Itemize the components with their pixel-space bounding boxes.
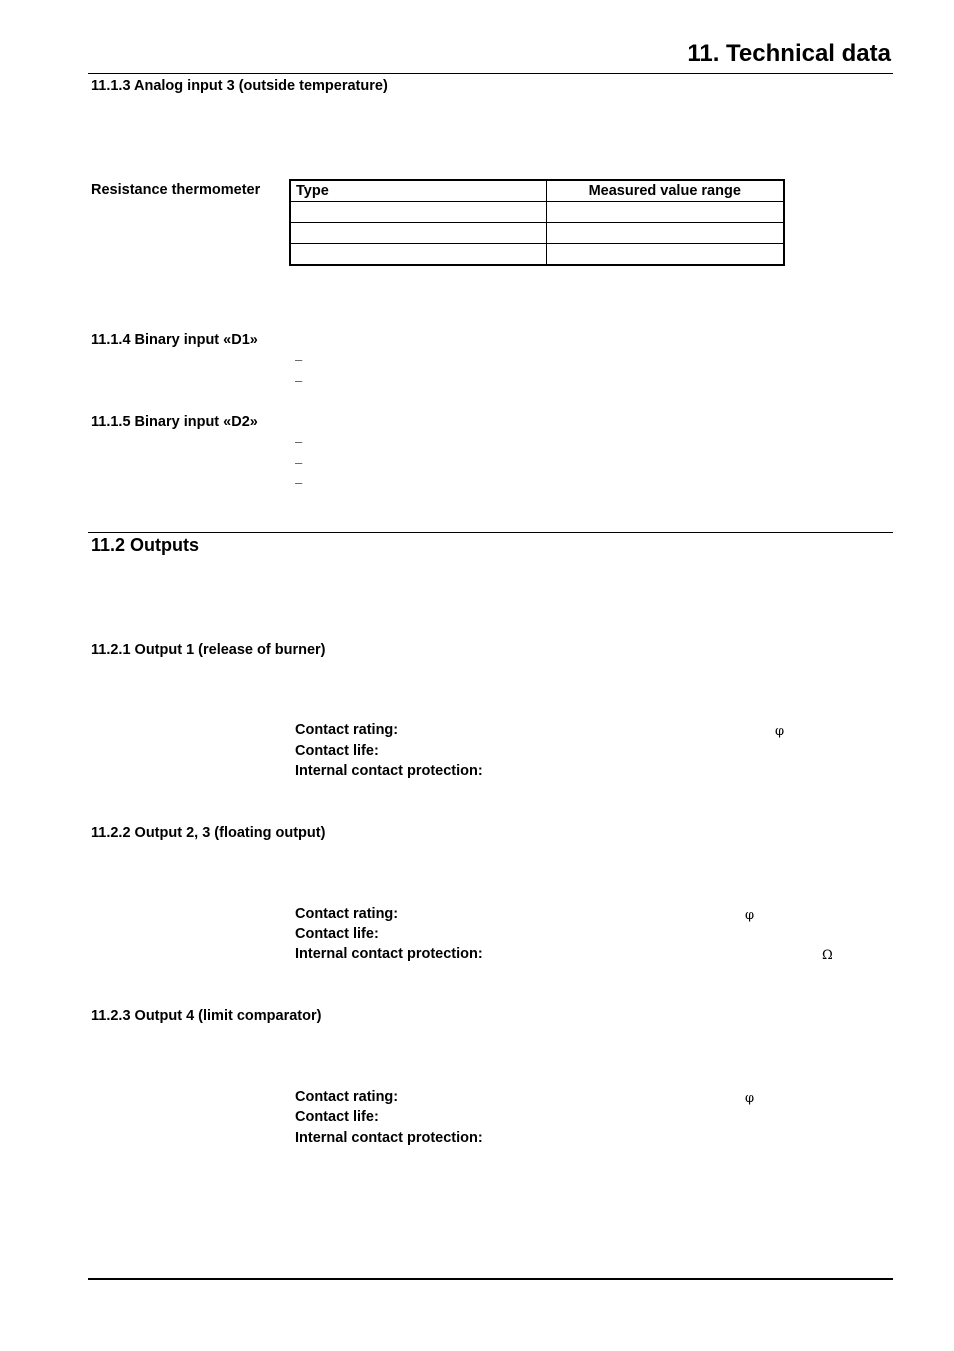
heading-binary-input-d2: 11.1.5 Binary input «D2»: [91, 414, 258, 430]
section-rule: [88, 532, 893, 533]
table-row: [290, 202, 784, 223]
output-2-3-contact-life-label: Contact life:: [295, 926, 379, 942]
list-item-dash: –: [295, 352, 303, 367]
table-header-type: Type: [290, 180, 546, 202]
table-row: [290, 244, 784, 266]
table-cell: [546, 244, 784, 266]
output-2-3-contact-rating-label: Contact rating:: [295, 906, 399, 922]
output-4-internal-protection-label: Internal contact protection:: [295, 1130, 483, 1146]
heading-output-4: 11.2.3 Output 4 (limit comparator): [91, 1008, 322, 1024]
output-4-contact-rating-label: Contact rating:: [295, 1089, 399, 1105]
heading-binary-input-d1: 11.1.4 Binary input «D1»: [91, 332, 258, 348]
ohm-symbol: Ω: [822, 948, 833, 963]
heading-output-2-3: 11.2.2 Output 2, 3 (floating output): [91, 825, 326, 841]
table-cell: [290, 244, 546, 266]
output-1-internal-protection-label: Internal contact protection:: [295, 763, 483, 779]
output-2-3-internal-protection-label: Internal contact protection:: [295, 946, 483, 962]
table-cell: [546, 202, 784, 223]
list-item-dash: –: [295, 373, 303, 388]
list-item-dash: –: [295, 434, 303, 449]
table-cell: [290, 202, 546, 223]
output-1-contact-life-label: Contact life:: [295, 743, 379, 759]
heading-outputs: 11.2 Outputs: [91, 535, 200, 555]
phi-symbol: φ: [775, 724, 785, 739]
chapter-title: 11. Technical data: [687, 40, 891, 67]
heading-analog-input-3: 11.1.3 Analog input 3 (outside temperature): [91, 78, 388, 94]
output-1-contact-rating-label: Contact rating:: [295, 722, 399, 738]
output-4-contact-life-label: Contact life:: [295, 1109, 379, 1125]
resistance-thermometer-table: [289, 179, 785, 266]
header-rule: [88, 73, 893, 74]
heading-output-1: 11.2.1 Output 1 (release of burner): [91, 642, 326, 658]
table-cell: [546, 223, 784, 244]
table-row: [290, 223, 784, 244]
list-item-dash: –: [295, 455, 303, 470]
label-resistance-thermometer: Resistance thermometer: [91, 182, 261, 198]
table-header-row: [290, 180, 784, 202]
footer-rule: [88, 1278, 893, 1280]
list-item-dash: –: [295, 475, 303, 490]
table-cell: [290, 223, 546, 244]
phi-symbol: φ: [745, 1091, 755, 1106]
phi-symbol: φ: [745, 908, 755, 923]
table-header-measured-range: Measured value range: [546, 180, 784, 202]
